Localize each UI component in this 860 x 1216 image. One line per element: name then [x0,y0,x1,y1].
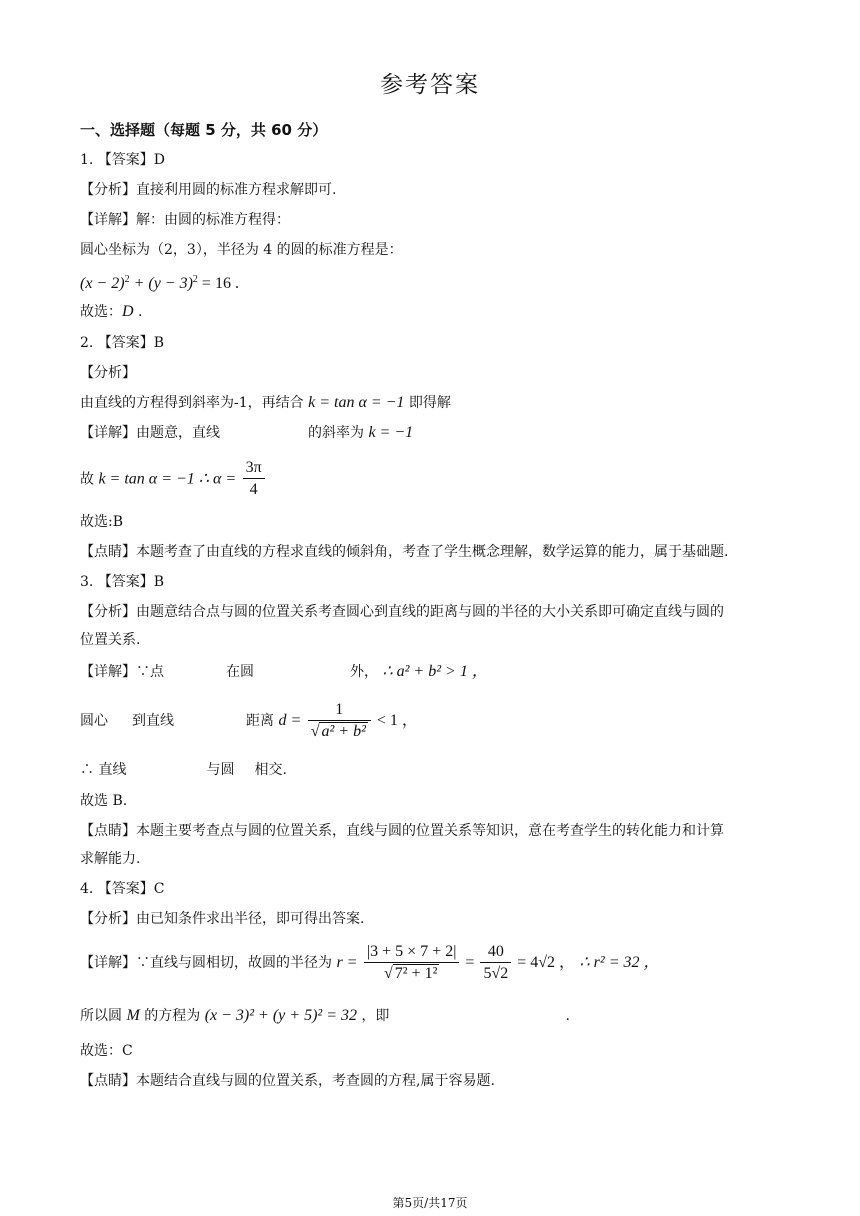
q2-choose: 故选:B [80,514,124,530]
q3-distance: 圆心 到直线 距离 d = $\frac{1}{\text{√ a² + b²}}$ < 1 ， [80,698,418,744]
q2-fraction: $\frac{3\pi}{4}$ [243,458,265,501]
q3-analysis-2: 位置关系. [80,632,141,648]
q3-tangent: ∴ 直线 与圆 相交. [80,762,287,778]
q2-detail: 【详解】由题意，直线 的斜率为 k = −1 [80,424,414,441]
q1-analysis: 【分析】直接利用圆的标准方程求解即可. [80,182,337,198]
q2-analysis-line: 由直线的方程得到斜率为-1，再结合 k = tan α = −1 即得解 [80,394,451,411]
q3-analysis-1: 【分析】由题意结合点与圆的位置关系考查圆心到直线的距离与圆的半径的大小关系即可确定直线与圆的 [80,604,724,620]
q4-fraction-1: $\frac{|3 + 5 \times 7 + 2|}{\text{√ 7² + 1²}}$ [364,942,459,985]
q4-detail: 【详解】∵直线与圆相切，故圆的半径为 r = $\frac{|3 + 5 \times 7 + 2|}{\text{√ 7² + 1²}}$ = $\frac{40}{5√2}$ = 4√2 ， ∴ r² = 32 ， [80,939,660,987]
q2-comment: 【点睛】本题考查了由直线的方程求直线的倾斜角，考查了学生概念理解，数学运算的能力，属于基础题. [80,544,729,560]
q1-center: 圆心坐标为（2，3），半径为 4 的圆的标准方程是： [80,242,403,258]
q3-comment-1: 【点睛】本题主要考查点与圆的位置关系，直线与圆的位置关系等知识，意在考查学生的转化能力和计算 [80,823,724,839]
q1-detail: 【详解】解：由圆的标准方程得： [80,212,290,228]
q3-answer: 3. 【答案】B [80,574,165,590]
q2-answer: 2. 【答案】B [80,335,165,351]
q4-comment: 【点睛】本题结合直线与圆的位置关系，考查圆的方程,属于容易题. [80,1073,495,1089]
q1-choose: 故选：D . [80,303,143,320]
q3-fraction: $\frac{1}{\text{√ a² + b²}}$ [308,700,371,743]
section-heading: 一、选择题（每题 5 分，共 60 分） [80,121,328,139]
q3-comment-2: 求解能力. [80,851,141,867]
q4-choose: 故选：C [80,1043,133,1059]
q2-solution: 故 k = tan α = −1 ∴ α = $\frac{3\pi}{4}$ [80,458,267,501]
q1-equation: $(x - 2)^2 + (y - 3)^2 = 16$ . [80,274,239,292]
q4-fraction-2: $\frac{40}{5√2}$ [480,942,511,985]
page-footer: 第5页/共17页 [392,1196,468,1210]
q4-answer: 4. 【答案】C [80,881,165,897]
page-title: 参考答案 [380,72,480,98]
q3-choose: 故选 B. [80,793,128,809]
q1-answer: 1. 【答案】D [80,152,166,168]
q4-analysis: 【分析】由已知条件求出半径，即可得出答案. [80,911,365,927]
q2-analysis: 【分析】 [80,365,136,381]
q3-detail: 【详解】∵点 在圆 外， ∴ a² + b² > 1 ， [80,663,488,680]
q4-equation: 所以圆 M 的方程为 (x − 3)² + (y + 5)² = 32 ，即 . [80,1007,570,1024]
